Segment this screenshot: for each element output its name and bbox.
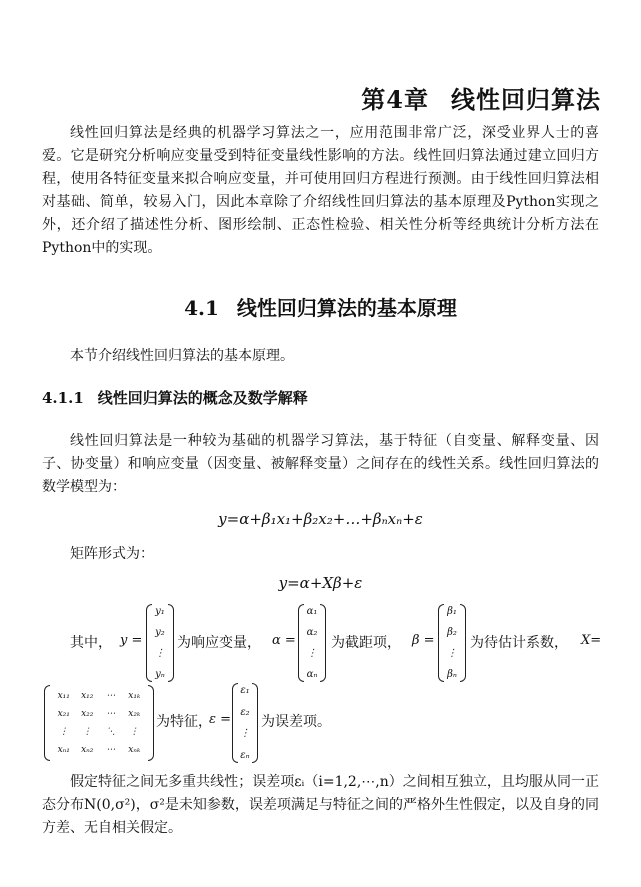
matrix-x-entry: x₁₁ bbox=[57, 691, 70, 701]
matrix-x-entry: ⋯ bbox=[106, 709, 116, 719]
subsection-title bbox=[42, 387, 308, 408]
epsilon-description: 为误差项。 bbox=[261, 714, 331, 730]
vector-beta-entry: ⋮ bbox=[447, 648, 457, 659]
vector-alpha-entry: αₙ bbox=[306, 669, 318, 680]
vector-alpha-entry: α₂ bbox=[306, 627, 318, 638]
matrix-x-entry: x₁ₖ bbox=[128, 691, 141, 701]
matrix-x-entry: x₂ₖ bbox=[128, 709, 141, 719]
beta-description: 为待估计系数， bbox=[470, 635, 568, 651]
section-number: 4.1 bbox=[184, 296, 219, 320]
vector-beta-entry: β₂ bbox=[447, 627, 457, 638]
y-description: 为响应变量， bbox=[177, 635, 261, 651]
section-title bbox=[0, 292, 641, 321]
alpha-symbol: α = bbox=[272, 633, 296, 648]
matrix-x-entry: ⋮ bbox=[59, 727, 69, 737]
vector-y-entry: y₁ bbox=[155, 606, 165, 617]
equation-matrix-form: y=α+Xβ+ε bbox=[278, 574, 363, 592]
matrix-x-entry: ⋯ bbox=[106, 745, 116, 755]
vector-alpha-entry: α₁ bbox=[306, 606, 318, 617]
vector-alpha-entry: ⋮ bbox=[307, 648, 317, 659]
vector-epsilon-entry: εₙ bbox=[240, 749, 250, 761]
section-intro: 本节介绍线性回归算法的基本原理。 bbox=[70, 348, 294, 364]
vector-alpha bbox=[298, 604, 326, 682]
matrix-x-entry: xₙ₂ bbox=[81, 745, 94, 755]
matrix-x bbox=[44, 685, 154, 761]
subsection-number: 4.1.1 bbox=[42, 389, 84, 407]
where-label: 其中， bbox=[70, 635, 112, 651]
matrix-x-entry: x₁₂ bbox=[81, 691, 94, 701]
vector-y-entry: ⋮ bbox=[155, 648, 165, 659]
beta-symbol: β = bbox=[412, 633, 435, 648]
matrix-x-entry: ⋮ bbox=[82, 727, 92, 737]
vector-epsilon-entry: ε₂ bbox=[240, 706, 250, 718]
chapter-name: 线性回归算法 bbox=[451, 85, 601, 114]
subsection-name: 线性回归算法的概念及数学解释 bbox=[97, 389, 308, 407]
chapter-intro: 线性回归算法是经典的机器学习算法之一，应用范围非常广泛，深受业界人士的喜爱。它是研究分析响应变量受到特征变量线性影响的方法。线性回归算法通过建立回归方程，使用各特征变量来拟合响应变量，并可使用回归方程进行预测。由于线性回归算法相对基础、简单，较易入门，因此本章除了介绍线性回归算法的基本原理及Python实现之外，还介绍了描述性分析、图形绘制、正态性检验、相关性分析等经典统计分析方法在Python中的实现。 bbox=[42, 125, 599, 256]
vector-epsilon bbox=[232, 683, 258, 763]
vector-beta-entry: β₁ bbox=[447, 606, 457, 617]
vector-y-entry: y₂ bbox=[155, 627, 165, 638]
matrix-x-entry: x₂₂ bbox=[81, 709, 94, 719]
matrix-x-entry: ⋮ bbox=[129, 727, 139, 737]
chapter-title bbox=[361, 80, 601, 115]
x-symbol: X= bbox=[581, 633, 602, 648]
matrix-x-entry: xₙₖ bbox=[128, 745, 141, 755]
equation-linear-model: y=α+β₁x₁+β₂x₂+…+βₙxₙ+ε bbox=[218, 510, 423, 528]
vector-beta-entry: βₙ bbox=[447, 669, 457, 680]
paragraph-assumptions: 假定特征之间无多重共线性；误差项εᵢ（i=1,2,⋯,n）之间相互独立，且均服从同一正态分布N(0,σ²)，σ²是未知参数，误差项满足与特征之间的严格外生性假定，以及自身的同方差、无自相关假定。 bbox=[42, 774, 599, 836]
vector-epsilon-entry: ε₁ bbox=[240, 685, 250, 696]
epsilon-symbol: ε = bbox=[209, 712, 232, 727]
y-symbol: y = bbox=[120, 633, 143, 648]
matrix-form-label: 矩阵形式为： bbox=[70, 546, 154, 562]
chapter-number: 第4章 bbox=[361, 85, 429, 114]
vector-epsilon-entry: ⋮ bbox=[240, 728, 250, 740]
paragraph-model: 线性回归算法是一种较为基础的机器学习算法，基于特征（自变量、解释变量、因子、协变量）和响应变量（因变量、被解释变量）之间存在的线性关系。线性回归算法的数学模型为： bbox=[42, 433, 599, 495]
x-description: 为特征， bbox=[156, 714, 212, 730]
alpha-description: 为截距项， bbox=[331, 635, 401, 651]
vector-y-entry: yₙ bbox=[155, 669, 165, 680]
matrix-x-entry: ⋱ bbox=[106, 727, 116, 737]
matrix-x-entry: xₙ₁ bbox=[57, 745, 70, 755]
matrix-x-entry: x₂₁ bbox=[57, 709, 70, 719]
vector-beta bbox=[438, 604, 466, 682]
matrix-x-entry: ⋯ bbox=[106, 691, 116, 701]
section-name: 线性回归算法的基本原理 bbox=[236, 296, 457, 320]
vector-y bbox=[146, 604, 174, 682]
